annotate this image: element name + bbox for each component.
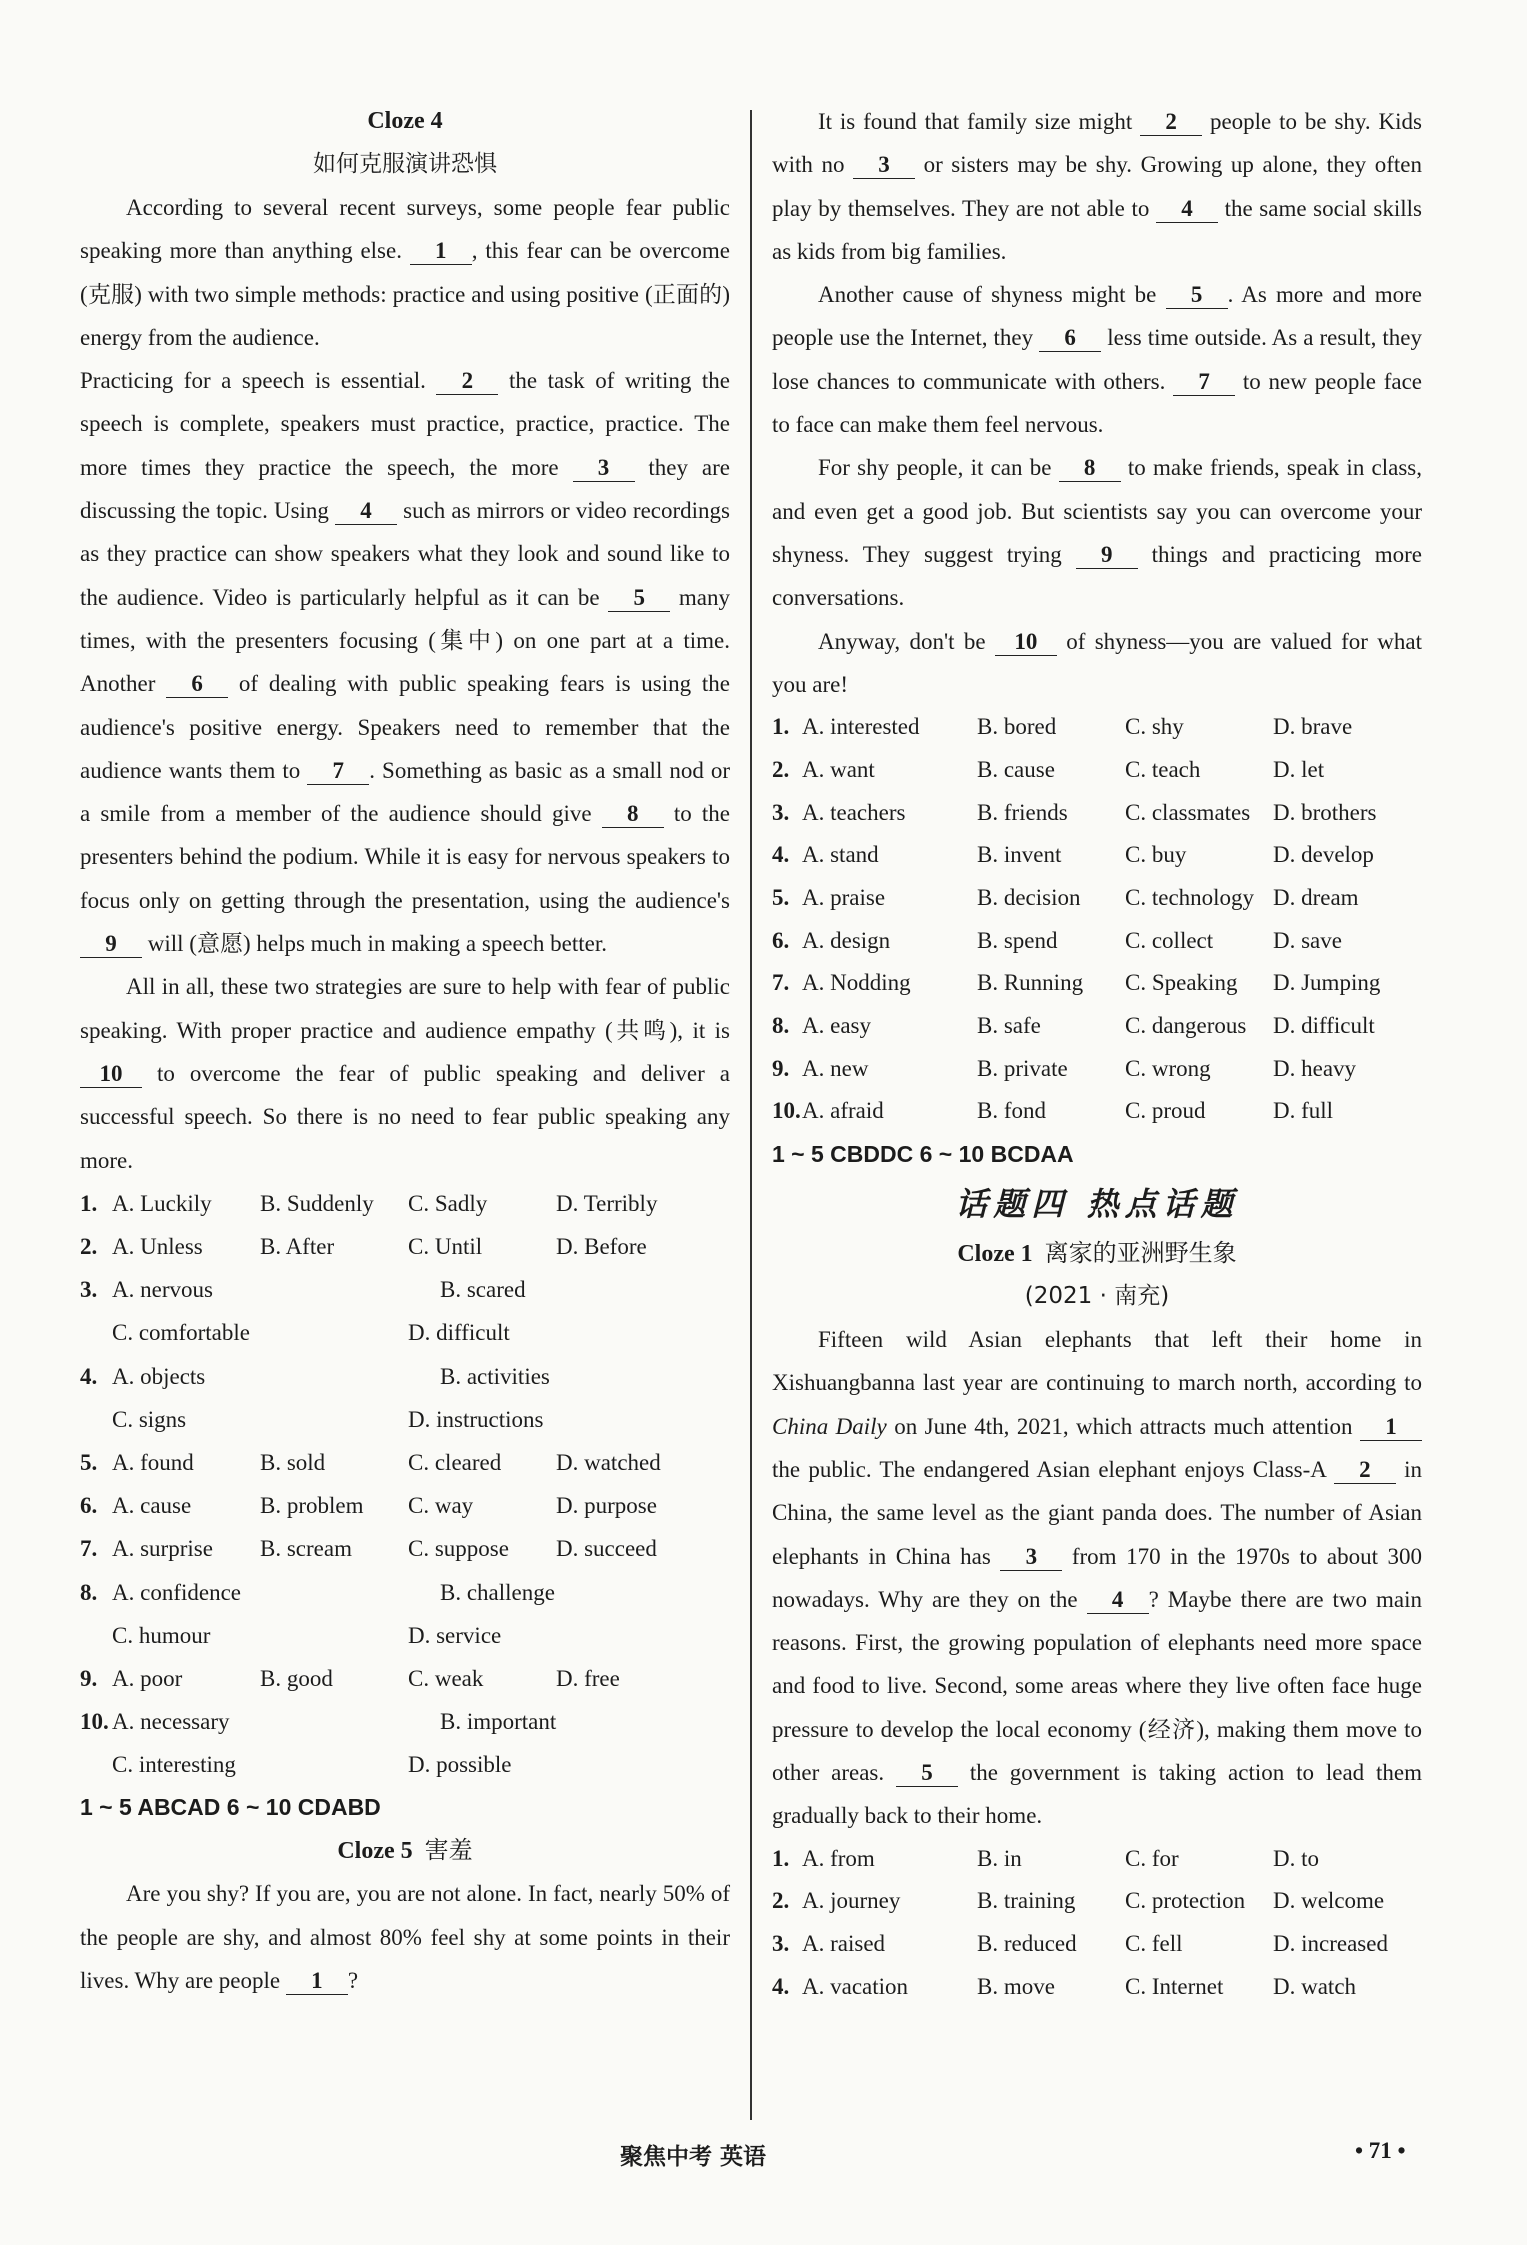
cloze5-paragraph-5: Anyway, don't be 10 of shyness—you are valued for what you are! bbox=[772, 628, 1422, 697]
cloze5-question-7: 7. A. Nodding B. Running C. Speaking D. Jumping bbox=[772, 970, 1381, 996]
cloze4-question-5: 5. A. found B. sold C. cleared D. watched bbox=[80, 1449, 661, 1475]
cloze4-question-2: 2. A. Unless B. After C. Until D. Before bbox=[80, 1234, 647, 1260]
cloze5-question-3: 3. A. teachers B. friends C. classmates D. brothers bbox=[772, 799, 1377, 825]
topic4-cloze-title: Cloze 1 bbox=[957, 1241, 1033, 1268]
footer-book-title: 聚焦中考 英语 bbox=[620, 2144, 767, 2170]
blank-4[interactable]: 4 bbox=[1156, 196, 1218, 223]
cloze5-question-10: 10. A. afraid B. fond C. proud D. full bbox=[772, 1098, 1334, 1124]
blank-8[interactable]: 8 bbox=[602, 801, 664, 828]
cloze4-question-7: 7. A. surprise B. scream C. suppose D. succeed bbox=[80, 1536, 657, 1562]
blank-4[interactable]: 4 bbox=[335, 498, 397, 525]
cloze4-paragraph-1: According to several recent surveys, some people fear public speaking more than anything else. 1 , this fear can be overcome (克服) with two simple methods: practice and using positive (正面的) energy from the audience. bbox=[80, 195, 730, 350]
cloze5-question-1: 1. A. interested B. bored C. shy D. brave bbox=[772, 714, 1353, 740]
cloze4-subtitle: 如何克服演讲恐惧 bbox=[313, 151, 497, 177]
blank-10[interactable]: 10 bbox=[995, 629, 1057, 656]
blank-7[interactable]: 7 bbox=[307, 758, 369, 785]
cloze4-question-4-cont: C. signs D. instructions bbox=[112, 1406, 544, 1432]
cloze4-question-8: 8. A. confidence B. challenge bbox=[80, 1579, 555, 1605]
cloze4-question-1: 1. A. Luckily B. Suddenly C. Sadly D. Terribly bbox=[80, 1190, 658, 1216]
blank-2[interactable]: 2 bbox=[1334, 1457, 1396, 1484]
blank-2[interactable]: 2 bbox=[436, 368, 498, 395]
blank-9[interactable]: 9 bbox=[80, 931, 142, 958]
blank-1[interactable]: 1 bbox=[410, 238, 472, 265]
topic4-question-1: 1. A. from B. in C. for D. to bbox=[772, 1845, 1319, 1871]
cloze5-paragraph-4: For shy people, it can be 8 to make friends, speak in class, and even get a good job. But scientists say you can overcome your shyness. They suggest trying 9 things and practicing more conversations. bbox=[772, 455, 1423, 611]
blank-7[interactable]: 7 bbox=[1173, 369, 1235, 396]
blank-10[interactable]: 10 bbox=[80, 1061, 142, 1088]
blank-9[interactable]: 9 bbox=[1076, 542, 1138, 569]
cloze4-title: Cloze 4 bbox=[367, 108, 443, 134]
topic4-heading: 话题四 热点话题 bbox=[955, 1185, 1239, 1224]
topic4-paragraph-1: Fifteen wild Asian elephants that left their home in Xishuangbanna last year are continuing to march north, according to China Daily on June 4th, 2021, which attracts much attention 1 the public. The endangered Asian elephant enjoys Class-A 2 in China, the same level as the giant panda does. The number of Asian elephants in China has 3 from 170 in the 1970s to about 300 nowadays. Why are they on the 4 ? Maybe there are two main reasons. First, the growing population of elephants need more space and food to live. Second, some areas where they live often face huge pressure to develop the local economy (经济), making them move to other areas. 5 the government is taking action to lead them gradually back to their home. bbox=[772, 1327, 1423, 1829]
right-column bbox=[772, 100, 1422, 2008]
topic4-source: (2021 · 南充) bbox=[1024, 1283, 1170, 1310]
cloze4-question-10: 10. A. necessary B. important bbox=[80, 1709, 557, 1735]
cloze4-paragraph-3: All in all, these two strategies are sure to help with fear of public speaking. With proper practice and audience empathy (共鸣), it is 10 to overcome the fear of public speaking and deliver a successful speech. So there is no need to fear public speaking any more. bbox=[80, 974, 730, 1173]
topic4-cloze-title-cn: 离家的亚洲野生象 bbox=[1044, 1239, 1237, 1268]
cloze5-subtitle: 害羞 bbox=[424, 1836, 473, 1865]
topic4-question-4: 4. A. vacation B. move C. Internet D. watch bbox=[772, 1973, 1357, 1999]
blank-2[interactable]: 2 bbox=[1140, 109, 1202, 136]
topic4-question-3: 3. A. raised B. reduced C. fell D. increased bbox=[772, 1930, 1388, 1956]
cloze5-title-row bbox=[80, 1829, 730, 1872]
blank-8[interactable]: 8 bbox=[1059, 455, 1121, 482]
cloze4-question-4: 4. A. objects B. activities bbox=[80, 1363, 550, 1389]
cloze4-question-3-cont: C. comfortable D. difficult bbox=[112, 1320, 510, 1346]
blank-6[interactable]: 6 bbox=[1039, 325, 1101, 352]
left-column bbox=[80, 100, 730, 2002]
page-number: • 71 • bbox=[1355, 2138, 1406, 2163]
blank-1[interactable]: 1 bbox=[1360, 1414, 1422, 1441]
cloze4-question-6: 6. A. cause B. problem C. way D. purpose bbox=[80, 1493, 657, 1519]
cloze5-paragraph-2: It is found that family size might 2 people to be shy. Kids with no 3 or sisters may be shy. Growing up alone, they often play by themselves. They are not able to 4 the same social skills as kids from big families. bbox=[772, 109, 1422, 264]
blank-5[interactable]: 5 bbox=[1166, 282, 1228, 309]
cloze5-question-4: 4. A. stand B. invent C. buy D. develop bbox=[772, 842, 1374, 868]
cloze5-answers: 1 ~ 5 CBDDC 6 ~ 10 BCDAA bbox=[772, 1141, 1074, 1168]
cloze5-question-9: 9. A. new B. private C. wrong D. heavy bbox=[772, 1055, 1357, 1081]
cloze4-paragraph-2: Practicing for a speech is essential. 2 the task of writing the speech is complete, speakers must practice, practice, practice. The more times they practice the speech, the more 3 they are discussing the topic. Using 4 such as mirrors or video recordings as they practice can show speakers what they look and sound like to the audience. Video is particularly helpful as it can be 5 many times, with the presenters focusing (集中) on one part at a time. Another 6 of dealing with public speaking fears is using the audience's positive energy. Speakers need to remember that the audience wants them to 7 . Something as basic as a small nod or a smile from a member of the audience should give 8 to the presenters behind the podium. While it is easy for nervous speakers to focus only on getting through the presentation, using the audience's 9 will (意愿) helps much in making a speech better. bbox=[80, 368, 731, 957]
blank-5[interactable]: 5 bbox=[608, 585, 670, 612]
blank-5[interactable]: 5 bbox=[896, 1760, 958, 1787]
blank-3[interactable]: 3 bbox=[1000, 1544, 1062, 1571]
blank-3[interactable]: 3 bbox=[853, 152, 915, 179]
cloze4-question-9: 9. A. poor B. good C. weak D. free bbox=[80, 1665, 620, 1691]
cloze5-question-5: 5. A. praise B. decision C. technology D. dream bbox=[772, 884, 1359, 910]
cloze5-paragraph-1: Are you shy? If you are, you are not alone. In fact, nearly 50% of the people are shy, and almost 80% feel shy at some points in their lives. Why are people 1 ? bbox=[80, 1881, 730, 1994]
cloze4-question-3: 3. A. nervous B. scared bbox=[80, 1277, 526, 1303]
cloze5-paragraph-3: Another cause of shyness might be 5 . As more and more people use the Internet, they 6 less time outside. As a result, they lose chances to communicate with others. 7 to new people face to face can make them feel nervous. bbox=[772, 282, 1423, 438]
cloze4-question-10-cont: C. interesting D. possible bbox=[112, 1752, 512, 1778]
blank-4[interactable]: 4 bbox=[1087, 1587, 1149, 1614]
column-divider bbox=[750, 110, 752, 2120]
blank-6[interactable]: 6 bbox=[166, 671, 228, 698]
cloze5-question-8: 8. A. easy B. safe C. dangerous D. difficult bbox=[772, 1012, 1375, 1038]
cloze5-title: Cloze 5 bbox=[337, 1838, 413, 1865]
topic4-question-2: 2. A. journey B. training C. protection D. welcome bbox=[772, 1888, 1385, 1914]
blank-1[interactable]: 1 bbox=[286, 1968, 348, 1995]
cloze4-question-8-cont: C. humour D. service bbox=[112, 1622, 502, 1648]
cloze5-question-2: 2. A. want B. cause C. teach D. let bbox=[772, 756, 1325, 782]
cloze5-question-6: 6. A. design B. spend C. collect D. save bbox=[772, 927, 1342, 953]
blank-3[interactable]: 3 bbox=[573, 455, 635, 482]
topic4-title-row bbox=[772, 1232, 1422, 1275]
cloze4-answers: 1 ~ 5 ABCAD 6 ~ 10 CDABD bbox=[80, 1794, 381, 1821]
